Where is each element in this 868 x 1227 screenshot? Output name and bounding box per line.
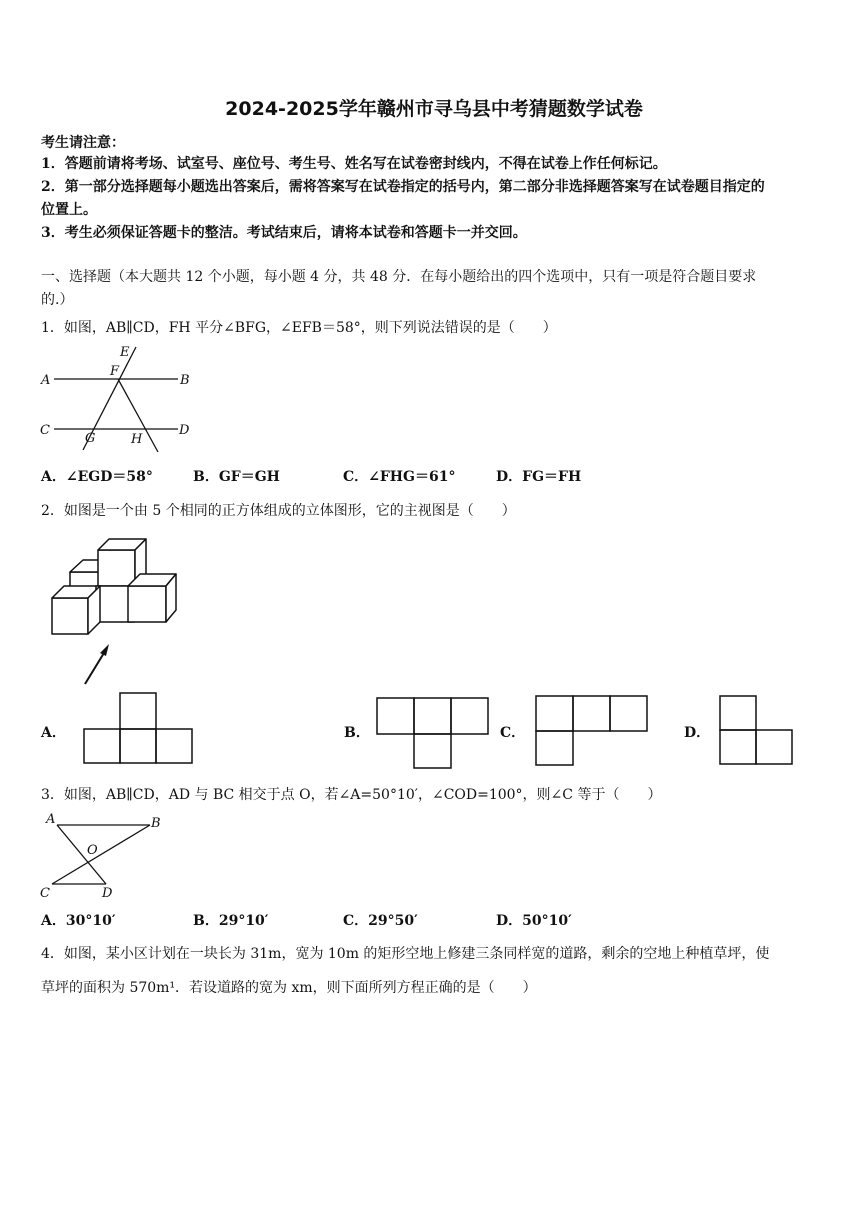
q2-option-b-figure [376,697,490,771]
section-heading-cont: 的.） [41,292,74,308]
q2-3d-figure [50,536,190,696]
q2-option-c-figure [535,695,649,767]
q1-option-a: A．∠EGD＝58° [41,469,153,485]
q3-option-d: D．50°10′ [496,913,572,929]
q4-stem-line2: 草坪的面积为 570m¹．若设道路的宽为 xm，则下面所列方程正确的是（ ） [41,980,537,996]
q1-label-B: B [180,373,190,388]
q3-stem: 3．如图，AB∥CD，AD 与 BC 相交于点 O，若∠A=50°10′，∠COD=100°，则∠C 等于（ ） [41,787,662,803]
q3-label-O: O [87,843,98,858]
q1-figure [38,342,198,452]
q1-label-A: A [41,373,51,388]
q1-stem: 1．如图，AB∥CD，FH 平分∠BFG，∠EFB＝58°，则下列说法错误的是（ ） [41,320,557,336]
q1-option-b: B．GF＝GH [193,469,280,485]
q2-option-b-label: B． [344,725,370,741]
q3-option-a: A．30°10′ [41,913,116,929]
q4-stem-line1: 4．如图，某小区计划在一块长为 31m，宽为 10m 的矩形空地上修建三条同样宽的道路，剩余的空地上种植草坪，使 [41,946,770,962]
q1-label-H: H [131,432,143,447]
notice-item-2: 2．第一部分选择题每小题选出答案后，需将答案写在试卷指定的括号内，第二部分非选择题答案写在试卷题目指定的 [41,179,765,195]
q1-label-F: F [110,364,120,379]
q1-option-d: D．FG＝FH [496,469,582,485]
q3-label-A: A [46,812,56,827]
q2-option-d-label: D． [684,725,711,741]
q2-option-a-label: A． [41,725,66,741]
q3-label-D: D [102,886,113,901]
q1-option-c: C．∠FHG＝61° [343,469,456,485]
q3-option-c: C．29°50′ [343,913,418,929]
q1-label-C: C [40,423,50,438]
q1-label-G: G [85,431,96,446]
notice-item-3: 3．考生必须保证答题卡的整洁。考试结束后，请将本试卷和答题卡一并交回。 [41,225,527,241]
q2-option-c-label: C． [500,725,526,741]
q3-option-b: B．29°10′ [193,913,269,929]
q3-label-C: C [40,886,50,901]
section-heading: 一、选择题（本大题共 12 个小题，每小题 4 分，共 48 分．在每小题给出的四个选项中，只有一项是符合题目要求 [41,269,757,285]
q2-option-a-figure [83,691,195,765]
q1-label-E: E [120,345,130,360]
notice-item-2-cont: 位置上。 [41,202,97,218]
q3-label-B: B [151,816,161,831]
q2-option-d-figure [718,694,796,766]
q2-stem: 2．如图是一个由 5 个相同的正方体组成的立体图形，它的主视图是（ ） [41,503,516,519]
q1-label-D: D [179,423,190,438]
notice-heading: 考生请注意： [41,135,125,151]
notice-item-1: 1．答题前请将考场、试室号、座位号、考生号、姓名写在试卷密封线内，不得在试卷上作任何标记。 [41,156,667,172]
q3-figure [38,810,168,900]
page-title: 2024-2025学年赣州市寻乌县中考猜题数学试卷 [225,98,643,120]
